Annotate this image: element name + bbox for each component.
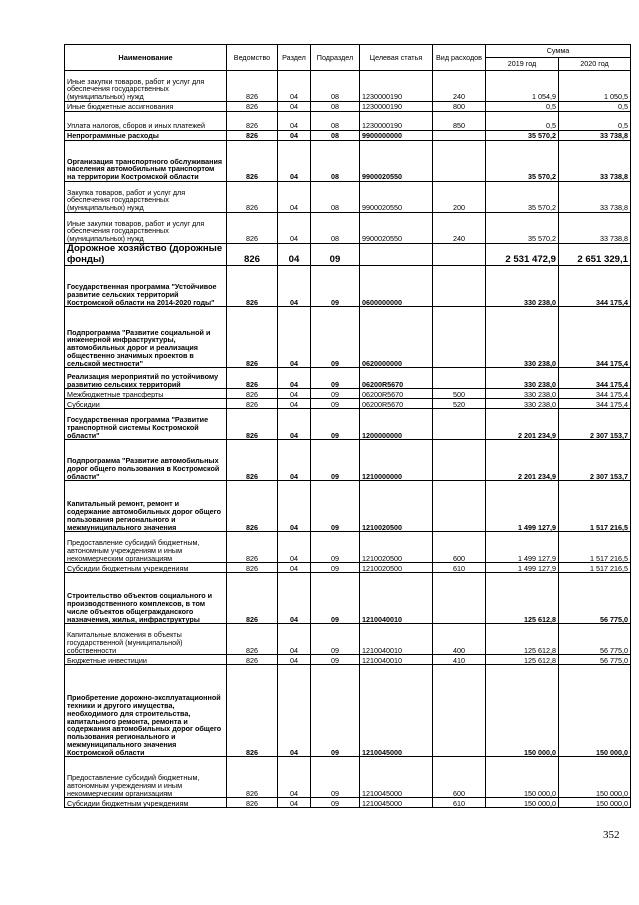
table-row	[65, 409, 631, 440]
cell-amount-2019: 330 238,0	[486, 389, 559, 399]
cell-name: Дорожное хозяйство (дорожные фонды)	[65, 244, 227, 266]
cell-name: Субсидии	[65, 399, 227, 409]
cell-amount-2020: 33 738,8	[559, 213, 631, 244]
cell-expense-type: 600	[433, 757, 486, 798]
cell-department: 826	[227, 131, 278, 141]
cell-amount-2020: 1 050,5	[559, 71, 631, 102]
table-row	[65, 266, 631, 307]
cell-section: 04	[278, 368, 311, 389]
cell-name: Закупка товаров, работ и услуг для обеспечения государственных (муниципальных) нужд	[65, 182, 227, 213]
cell-amount-2020: 56 775,0	[559, 655, 631, 665]
cell-department: 826	[227, 368, 278, 389]
cell-department: 826	[227, 624, 278, 655]
cell-department: 826	[227, 665, 278, 757]
cell-target: 1210040010	[360, 655, 433, 665]
cell-subsection: 09	[311, 655, 360, 665]
table-row	[65, 665, 631, 757]
header-year-2019: 2019 год	[486, 58, 559, 71]
cell-name: Уплата налогов, сборов и иных платежей	[65, 112, 227, 131]
cell-expense-type: 240	[433, 213, 486, 244]
table-row	[65, 532, 631, 563]
cell-expense-type: 600	[433, 532, 486, 563]
cell-target: 1210040010	[360, 573, 433, 624]
cell-section: 04	[278, 71, 311, 102]
cell-department: 826	[227, 399, 278, 409]
cell-target: 1210000000	[360, 440, 433, 481]
cell-amount-2019: 1 054,9	[486, 71, 559, 102]
cell-target: 06200R5670	[360, 399, 433, 409]
cell-subsection: 09	[311, 389, 360, 399]
cell-expense-type	[433, 665, 486, 757]
cell-subsection: 08	[311, 141, 360, 182]
cell-subsection: 09	[311, 266, 360, 307]
header-target: Целевая статья	[360, 45, 433, 71]
cell-subsection: 08	[311, 71, 360, 102]
cell-section: 04	[278, 213, 311, 244]
table-row	[65, 481, 631, 532]
cell-target: 1230000190	[360, 112, 433, 131]
cell-target: 1210045000	[360, 798, 433, 808]
cell-amount-2019: 1 499 127,9	[486, 563, 559, 573]
cell-section: 04	[278, 409, 311, 440]
cell-expense-type: 800	[433, 102, 486, 112]
cell-amount-2019: 0,5	[486, 112, 559, 131]
table-row	[65, 213, 631, 244]
header-expense-type: Вид расходов	[433, 45, 486, 71]
table-row	[65, 71, 631, 102]
table-body	[65, 71, 631, 808]
cell-name: Подпрограмма "Развитие социальной и инженерной инфраструктуры, автомобильных дорог и реализация общественно значимых проектов в сельской местности"	[65, 307, 227, 368]
header-department: Ведомство	[227, 45, 278, 71]
table-row	[65, 573, 631, 624]
cell-expense-type	[433, 244, 486, 266]
cell-amount-2020: 2 307 153,7	[559, 409, 631, 440]
budget-table	[64, 44, 631, 808]
cell-subsection: 09	[311, 244, 360, 266]
cell-subsection: 09	[311, 440, 360, 481]
cell-section: 04	[278, 563, 311, 573]
cell-target: 06200R5670	[360, 368, 433, 389]
cell-amount-2020: 344 175,4	[559, 389, 631, 399]
cell-amount-2019: 35 570,2	[486, 141, 559, 182]
cell-name: Капитальные вложения в объекты государственной (муниципальной) собственности	[65, 624, 227, 655]
cell-department: 826	[227, 102, 278, 112]
cell-expense-type: 410	[433, 655, 486, 665]
cell-target: 0620000000	[360, 307, 433, 368]
cell-expense-type: 240	[433, 71, 486, 102]
cell-section: 04	[278, 389, 311, 399]
cell-amount-2019: 2 201 234,9	[486, 409, 559, 440]
table-row	[65, 368, 631, 389]
table-row	[65, 757, 631, 798]
cell-name: Иные бюджетные ассигнования	[65, 102, 227, 112]
cell-amount-2020: 150 000,0	[559, 798, 631, 808]
cell-section: 04	[278, 798, 311, 808]
cell-target: 9900000000	[360, 131, 433, 141]
cell-amount-2019: 0,5	[486, 102, 559, 112]
cell-expense-type: 610	[433, 798, 486, 808]
cell-subsection: 09	[311, 624, 360, 655]
table-row	[65, 182, 631, 213]
header-subsection: Подраздел	[311, 45, 360, 71]
cell-expense-type: 850	[433, 112, 486, 131]
cell-department: 826	[227, 266, 278, 307]
cell-target: 9900020550	[360, 213, 433, 244]
cell-subsection: 09	[311, 409, 360, 440]
cell-amount-2019: 150 000,0	[486, 798, 559, 808]
cell-target: 1210045000	[360, 757, 433, 798]
cell-section: 04	[278, 131, 311, 141]
cell-section: 04	[278, 399, 311, 409]
cell-amount-2020: 2 651 329,1	[559, 244, 631, 266]
cell-name: Строительство объектов социального и производственного комплексов, в том числе объектов общегражданского назначения, жилья, инфраструктуры	[65, 573, 227, 624]
cell-name: Государственная программа "Развитие транспортной системы Костромской области"	[65, 409, 227, 440]
cell-amount-2020: 150 000,0	[559, 665, 631, 757]
cell-section: 04	[278, 481, 311, 532]
table-row	[65, 102, 631, 112]
cell-name: Субсидии бюджетным учреждениям	[65, 563, 227, 573]
table-row	[65, 244, 631, 266]
cell-amount-2019: 2 201 234,9	[486, 440, 559, 481]
cell-subsection: 09	[311, 399, 360, 409]
cell-target: 1210020500	[360, 532, 433, 563]
cell-amount-2019: 330 238,0	[486, 368, 559, 389]
cell-name: Подпрограмма "Развитие автомобильных дорог общего пользования в Костромской области"	[65, 440, 227, 481]
cell-section: 04	[278, 655, 311, 665]
cell-name: Межбюджетные трансферты	[65, 389, 227, 399]
header-year-2020: 2020 год	[559, 58, 631, 71]
cell-amount-2019: 150 000,0	[486, 757, 559, 798]
cell-section: 04	[278, 266, 311, 307]
cell-department: 826	[227, 71, 278, 102]
cell-amount-2019: 35 570,2	[486, 213, 559, 244]
cell-department: 826	[227, 307, 278, 368]
page-number: 352	[603, 829, 620, 841]
table-row	[65, 141, 631, 182]
table-row	[65, 563, 631, 573]
table-row	[65, 389, 631, 399]
header-name: Наименование	[65, 45, 227, 71]
cell-name: Бюджетные инвестиции	[65, 655, 227, 665]
cell-amount-2019: 330 238,0	[486, 307, 559, 368]
cell-name: Непрограммные расходы	[65, 131, 227, 141]
cell-expense-type	[433, 266, 486, 307]
cell-amount-2020: 56 775,0	[559, 573, 631, 624]
cell-expense-type: 500	[433, 389, 486, 399]
cell-target: 1230000190	[360, 102, 433, 112]
cell-section: 04	[278, 665, 311, 757]
header-section: Раздел	[278, 45, 311, 71]
cell-subsection: 09	[311, 307, 360, 368]
cell-amount-2019: 125 612,8	[486, 573, 559, 624]
cell-target: 9900020550	[360, 141, 433, 182]
cell-department: 826	[227, 757, 278, 798]
cell-subsection: 09	[311, 798, 360, 808]
cell-department: 826	[227, 532, 278, 563]
cell-subsection: 09	[311, 573, 360, 624]
header-amount: Сумма	[486, 45, 631, 58]
cell-department: 826	[227, 655, 278, 665]
cell-department: 826	[227, 182, 278, 213]
cell-expense-type: 610	[433, 563, 486, 573]
cell-name: Организация транспортного обслуживания населения автомобильным транспортом на территории Костромской области	[65, 141, 227, 182]
cell-section: 04	[278, 112, 311, 131]
cell-target: 1230000190	[360, 71, 433, 102]
cell-amount-2019: 2 531 472,9	[486, 244, 559, 266]
cell-subsection: 08	[311, 213, 360, 244]
cell-amount-2020: 2 307 153,7	[559, 440, 631, 481]
cell-target: 1210040010	[360, 624, 433, 655]
table-row	[65, 624, 631, 655]
cell-amount-2019: 150 000,0	[486, 665, 559, 757]
cell-section: 04	[278, 307, 311, 368]
cell-section: 04	[278, 440, 311, 481]
cell-department: 826	[227, 563, 278, 573]
table-row	[65, 798, 631, 808]
cell-amount-2020: 344 175,4	[559, 266, 631, 307]
cell-department: 826	[227, 244, 278, 266]
cell-name: Капитальный ремонт, ремонт и содержание автомобильных дорог общего пользования регионального и межмуниципального значения	[65, 481, 227, 532]
cell-amount-2019: 1 499 127,9	[486, 481, 559, 532]
cell-amount-2019: 35 570,2	[486, 131, 559, 141]
cell-amount-2019: 35 570,2	[486, 182, 559, 213]
cell-target: 1210020500	[360, 481, 433, 532]
cell-subsection: 09	[311, 665, 360, 757]
cell-department: 826	[227, 798, 278, 808]
cell-section: 04	[278, 573, 311, 624]
cell-department: 826	[227, 573, 278, 624]
cell-amount-2020: 0,5	[559, 102, 631, 112]
cell-name: Предоставление субсидий бюджетным, автономным учреждениям и иным некоммерческим организациям	[65, 757, 227, 798]
cell-target: 1200000000	[360, 409, 433, 440]
cell-subsection: 09	[311, 757, 360, 798]
cell-department: 826	[227, 112, 278, 131]
table-row	[65, 112, 631, 131]
cell-department: 826	[227, 213, 278, 244]
cell-expense-type	[433, 368, 486, 389]
cell-subsection: 08	[311, 102, 360, 112]
cell-amount-2019: 125 612,8	[486, 655, 559, 665]
cell-amount-2020: 150 000,0	[559, 757, 631, 798]
cell-section: 04	[278, 182, 311, 213]
cell-section: 04	[278, 244, 311, 266]
cell-subsection: 08	[311, 131, 360, 141]
cell-section: 04	[278, 141, 311, 182]
cell-expense-type	[433, 481, 486, 532]
cell-target: 06200R5670	[360, 389, 433, 399]
cell-name: Субсидии бюджетным учреждениям	[65, 798, 227, 808]
cell-subsection: 08	[311, 182, 360, 213]
cell-expense-type: 400	[433, 624, 486, 655]
cell-amount-2020: 1 517 216,5	[559, 532, 631, 563]
cell-name: Иные закупки товаров, работ и услуг для обеспечения государственных (муниципальных) нужд	[65, 213, 227, 244]
cell-amount-2019: 1 499 127,9	[486, 532, 559, 563]
cell-target: 9900020550	[360, 182, 433, 213]
cell-department: 826	[227, 440, 278, 481]
cell-name: Иные закупки товаров, работ и услуг для обеспечения государственных (муниципальных) нужд	[65, 71, 227, 102]
cell-amount-2019: 330 238,0	[486, 266, 559, 307]
cell-subsection: 09	[311, 532, 360, 563]
cell-section: 04	[278, 757, 311, 798]
cell-department: 826	[227, 481, 278, 532]
cell-amount-2020: 344 175,4	[559, 368, 631, 389]
cell-amount-2020: 56 775,0	[559, 624, 631, 655]
cell-amount-2020: 344 175,4	[559, 399, 631, 409]
cell-expense-type	[433, 440, 486, 481]
cell-target: 1210020500	[360, 563, 433, 573]
cell-section: 04	[278, 102, 311, 112]
cell-amount-2020: 33 738,8	[559, 131, 631, 141]
cell-target: 0600000000	[360, 266, 433, 307]
cell-subsection: 08	[311, 112, 360, 131]
cell-department: 826	[227, 409, 278, 440]
cell-amount-2019: 330 238,0	[486, 399, 559, 409]
cell-subsection: 09	[311, 481, 360, 532]
cell-department: 826	[227, 141, 278, 182]
cell-amount-2020: 33 738,8	[559, 141, 631, 182]
table-row	[65, 307, 631, 368]
cell-amount-2020: 1 517 216,5	[559, 563, 631, 573]
table-row	[65, 399, 631, 409]
table-row	[65, 655, 631, 665]
table-row	[65, 440, 631, 481]
cell-amount-2019: 125 612,8	[486, 624, 559, 655]
cell-expense-type: 200	[433, 182, 486, 213]
cell-target	[360, 244, 433, 266]
cell-expense-type	[433, 409, 486, 440]
cell-name: Предоставление субсидий бюджетным, автономным учреждениям и иным некоммерческим организациям	[65, 532, 227, 563]
cell-name: Государственная программа "Устойчивое развитие сельских территорий Костромской области на 2014-2020 годы"	[65, 266, 227, 307]
cell-section: 04	[278, 624, 311, 655]
cell-subsection: 09	[311, 368, 360, 389]
cell-expense-type: 520	[433, 399, 486, 409]
cell-expense-type	[433, 131, 486, 141]
cell-amount-2020: 0,5	[559, 112, 631, 131]
cell-name: Приобретение дорожно-эксплуатационной техники и другого имущества, необходимого для строительства, капитального ремонта, ремонта и содержания автомобильных дорог общего пользования регионального и межмуниципального значения Костромской области	[65, 665, 227, 757]
cell-name: Реализация мероприятий по устойчивому развитию сельских территорий	[65, 368, 227, 389]
cell-target: 1210045000	[360, 665, 433, 757]
cell-expense-type	[433, 141, 486, 182]
cell-amount-2020: 1 517 216,5	[559, 481, 631, 532]
cell-amount-2020: 33 738,8	[559, 182, 631, 213]
cell-amount-2020: 344 175,4	[559, 307, 631, 368]
cell-section: 04	[278, 532, 311, 563]
cell-expense-type	[433, 573, 486, 624]
cell-expense-type	[433, 307, 486, 368]
cell-subsection: 09	[311, 563, 360, 573]
cell-department: 826	[227, 389, 278, 399]
table-row	[65, 131, 631, 141]
